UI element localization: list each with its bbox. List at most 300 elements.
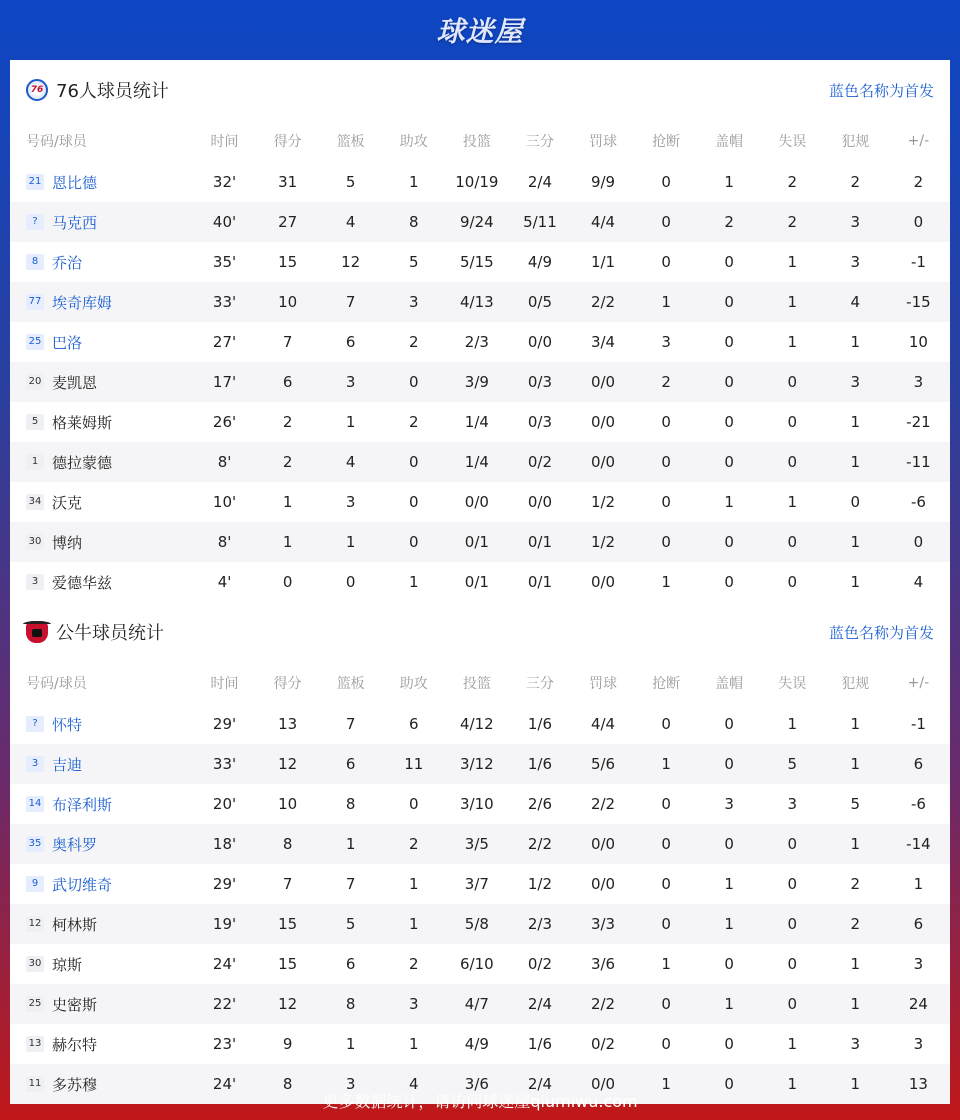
- table-row[interactable]: [10, 824, 950, 864]
- stat-minutes: 4': [217, 573, 232, 591]
- stat-fouls: 0: [850, 493, 861, 511]
- player-name[interactable]: 赫尔特: [52, 1035, 98, 1054]
- table-row[interactable]: [10, 1024, 950, 1064]
- jersey-number: 8: [26, 254, 44, 270]
- stat-fouls: 1: [824, 1064, 887, 1104]
- stat-field-goals: 0/1: [464, 573, 489, 591]
- stat-fouls: 2: [824, 904, 887, 944]
- player-name[interactable]: 格莱姆斯: [52, 413, 113, 432]
- stat-steals: 0: [635, 984, 698, 1024]
- stat-rebounds: 5: [345, 173, 356, 191]
- team-section: [10, 60, 950, 602]
- stat-plus-minus: -1: [910, 253, 926, 271]
- stat-assists: 5: [409, 253, 419, 271]
- stat-free-throws: 0/0: [571, 1064, 634, 1104]
- stat-rebounds: 8: [345, 795, 356, 813]
- stat-rebounds: 8: [319, 984, 382, 1024]
- stat-three-pointers: 0/2: [508, 442, 571, 482]
- player-cell: [10, 744, 193, 784]
- stat-fouls: 1: [850, 333, 861, 351]
- stat-turnovers: 2: [761, 202, 824, 242]
- stat-assists: 2: [409, 333, 419, 351]
- jersey-number: 30: [26, 956, 44, 972]
- stat-points: 8: [256, 824, 319, 864]
- stat-points: 7: [282, 875, 293, 893]
- player-cell: [10, 864, 193, 904]
- column-header: 篮板: [336, 134, 365, 150]
- footer-banner: [0, 1080, 960, 1120]
- player-cell: [10, 904, 193, 944]
- stat-blocks: 0: [698, 442, 761, 482]
- stat-minutes: 19': [193, 904, 256, 944]
- stat-points: 2: [256, 442, 319, 482]
- stat-plus-minus: -11: [887, 442, 950, 482]
- stat-blocks: 0: [724, 573, 734, 591]
- stat-minutes: 10': [212, 493, 237, 511]
- stat-minutes: 40': [193, 202, 256, 242]
- stat-fouls: 1: [850, 573, 861, 591]
- stat-assists: 3: [382, 282, 445, 322]
- stat-minutes: 29': [212, 875, 237, 893]
- column-header: 投篮: [462, 134, 491, 150]
- stat-free-throws: 1/2: [571, 522, 634, 562]
- sixers-logo-icon: [26, 79, 48, 101]
- player-cell: [10, 282, 193, 322]
- stat-turnovers: 1: [787, 1035, 798, 1053]
- stat-rebounds: 1: [345, 413, 356, 431]
- player-name[interactable]: 沃克: [52, 493, 83, 512]
- stat-steals: 0: [635, 522, 698, 562]
- column-header: 时间: [210, 676, 239, 692]
- column-header: 罚球: [589, 134, 617, 150]
- column-header: 罚球: [589, 676, 617, 692]
- stat-field-goals: 3/6: [445, 1064, 508, 1104]
- stat-three-pointers: 2/4: [508, 1064, 571, 1104]
- stat-steals: 0: [635, 202, 698, 242]
- player-cell: [10, 704, 193, 744]
- table-row[interactable]: [10, 322, 950, 362]
- stat-rebounds: 1: [319, 522, 382, 562]
- stat-points: 0: [282, 573, 293, 591]
- player-name[interactable]: 史密斯: [52, 995, 98, 1014]
- stat-minutes: 22': [193, 984, 256, 1024]
- stat-plus-minus: 3: [913, 955, 924, 973]
- jersey-number: 34: [26, 494, 44, 510]
- stat-rebounds: 4: [319, 442, 382, 482]
- player-name[interactable]: 德拉蒙德: [52, 453, 113, 472]
- jersey-number: 77: [26, 294, 44, 310]
- stat-free-throws: 0/0: [571, 362, 634, 402]
- stat-plus-minus: 6: [887, 904, 950, 944]
- player-name[interactable]: 乔治: [52, 253, 83, 272]
- table-row[interactable]: [10, 944, 950, 984]
- stat-plus-minus: 0: [887, 202, 950, 242]
- column-header: 篮板: [336, 676, 365, 692]
- stat-minutes: 8': [193, 522, 256, 562]
- stat-field-goals: 4/7: [445, 984, 508, 1024]
- table-row[interactable]: [10, 442, 950, 482]
- stat-fouls: 1: [824, 744, 887, 784]
- column-header: 号码/球员: [26, 134, 87, 150]
- player-cell: [10, 784, 193, 824]
- bulls-logo-icon: [26, 621, 48, 643]
- stat-turnovers: 0: [787, 955, 798, 973]
- stat-three-pointers: 0/1: [527, 573, 552, 591]
- stat-turnovers: 0: [761, 522, 824, 562]
- stat-points: 10: [256, 282, 319, 322]
- stat-free-throws: 0/0: [590, 875, 616, 893]
- stat-three-pointers: 0/0: [527, 333, 552, 351]
- jersey-number: 1: [26, 454, 44, 470]
- stat-free-throws: 2/2: [571, 984, 634, 1024]
- stat-minutes: 27': [212, 333, 237, 351]
- stat-steals: 0: [661, 875, 671, 893]
- stat-plus-minus: 10: [908, 333, 928, 351]
- table-row[interactable]: [10, 162, 950, 202]
- table-row[interactable]: [10, 202, 950, 242]
- column-header: +/-: [907, 133, 930, 149]
- player-name[interactable]: 布泽利斯: [52, 795, 113, 814]
- column-header: 助攻: [399, 676, 428, 692]
- stat-points: 8: [256, 1064, 319, 1104]
- table-row[interactable]: [10, 282, 950, 322]
- stat-field-goals: 10/19: [455, 173, 499, 191]
- stat-field-goals: 1/4: [464, 413, 489, 431]
- stat-three-pointers: 0/0: [527, 493, 552, 511]
- player-name[interactable]: 麦凯恩: [52, 373, 98, 392]
- stat-assists: 1: [382, 904, 445, 944]
- stats-panel: [10, 60, 950, 1094]
- stat-fouls: 3: [824, 202, 887, 242]
- column-header: 投篮: [462, 676, 491, 692]
- player-cell: [10, 242, 193, 282]
- column-header: 三分: [525, 134, 554, 150]
- player-name[interactable]: 怀特: [52, 715, 83, 734]
- jersey-number: 13: [26, 1036, 44, 1052]
- stat-plus-minus: 4: [913, 573, 924, 591]
- stat-assists: 1: [409, 1035, 419, 1053]
- stat-free-throws: 3/3: [571, 904, 634, 944]
- stat-points: 6: [256, 362, 319, 402]
- stat-rebounds: 4: [319, 202, 382, 242]
- jersey-number: 9: [26, 876, 44, 892]
- player-stats-table: [10, 662, 950, 1104]
- stat-turnovers: 0: [761, 824, 824, 864]
- stat-blocks: 0: [724, 955, 734, 973]
- column-header: 失误: [778, 676, 807, 692]
- player-cell: [10, 984, 193, 1024]
- stat-rebounds: 5: [319, 904, 382, 944]
- stat-assists: 2: [409, 955, 419, 973]
- stat-minutes: 33': [193, 282, 256, 322]
- stat-points: 7: [282, 333, 293, 351]
- stat-field-goals: 4/12: [460, 715, 494, 733]
- player-name[interactable]: 巴洛: [52, 333, 83, 352]
- stat-plus-minus: 1: [913, 875, 924, 893]
- stat-points: 9: [282, 1035, 293, 1053]
- player-name[interactable]: 多苏穆: [52, 1075, 98, 1094]
- stat-steals: 0: [635, 442, 698, 482]
- stat-fouls: 4: [824, 282, 887, 322]
- player-cell: [10, 162, 193, 202]
- column-header: 盖帽: [715, 676, 744, 692]
- stat-assists: 2: [382, 824, 445, 864]
- stat-fouls: 2: [850, 875, 861, 893]
- stat-blocks: 0: [724, 253, 734, 271]
- stat-turnovers: 0: [787, 573, 798, 591]
- team-section-header: [10, 602, 950, 662]
- stat-field-goals: 3/5: [445, 824, 508, 864]
- team-title-text: 公牛球员统计: [56, 623, 164, 644]
- stat-three-pointers: 1/6: [508, 744, 571, 784]
- stat-fouls: 2: [850, 173, 861, 191]
- stat-minutes: 32': [212, 173, 237, 191]
- stat-blocks: 0: [698, 824, 761, 864]
- footer-text[interactable]: 更多数据统计，请访问球迷屋qiumiwu.com: [322, 1091, 638, 1111]
- stat-three-pointers: 1/6: [527, 715, 552, 733]
- stat-field-goals: 3/7: [464, 875, 489, 893]
- stat-points: 1: [256, 522, 319, 562]
- stat-three-pointers: 2/2: [508, 824, 571, 864]
- stat-blocks: 0: [698, 522, 761, 562]
- stat-assists: 0: [382, 442, 445, 482]
- table-header-row: [10, 120, 950, 162]
- stat-blocks: 0: [698, 362, 761, 402]
- stat-blocks: 0: [724, 1035, 734, 1053]
- jersey-number: 11: [26, 1076, 44, 1092]
- stat-points: 12: [256, 984, 319, 1024]
- table-row[interactable]: [10, 704, 950, 744]
- stat-steals: 0: [635, 824, 698, 864]
- stat-turnovers: 0: [787, 413, 798, 431]
- table-row[interactable]: [10, 362, 950, 402]
- top-banner: [0, 0, 960, 60]
- player-name[interactable]: 奥科罗: [52, 835, 98, 854]
- stat-free-throws: 4/4: [571, 202, 634, 242]
- stat-three-pointers: 4/9: [527, 253, 552, 271]
- stat-steals: 1: [635, 1064, 698, 1104]
- stat-three-pointers: 2/4: [527, 173, 552, 191]
- stat-three-pointers: 2/4: [508, 984, 571, 1024]
- stat-minutes: 33': [193, 744, 256, 784]
- stat-plus-minus: -6: [910, 795, 926, 813]
- table-row[interactable]: [10, 784, 950, 824]
- player-stats-table: [10, 120, 950, 602]
- stat-steals: 0: [635, 904, 698, 944]
- player-name[interactable]: 琼斯: [52, 955, 83, 974]
- player-cell: [10, 322, 193, 362]
- stat-turnovers: 1: [787, 253, 798, 271]
- column-header: 抢断: [652, 676, 681, 692]
- stat-minutes: 20': [212, 795, 237, 813]
- player-cell: [10, 362, 193, 402]
- player-cell: [10, 824, 193, 864]
- table-row[interactable]: [10, 904, 950, 944]
- stat-three-pointers: 1/6: [527, 1035, 552, 1053]
- stat-fouls: 1: [824, 824, 887, 864]
- column-header: 抢断: [652, 134, 681, 150]
- jersey-number: 35: [26, 836, 44, 852]
- stat-blocks: 1: [724, 173, 734, 191]
- stat-field-goals: 3/10: [460, 795, 494, 813]
- stat-fouls: 1: [824, 984, 887, 1024]
- stat-field-goals: 5/15: [460, 253, 494, 271]
- stat-steals: 3: [661, 333, 671, 351]
- table-row[interactable]: [10, 242, 950, 282]
- stat-free-throws: 9/9: [590, 173, 616, 191]
- stat-rebounds: 7: [345, 715, 356, 733]
- stat-field-goals: 9/24: [445, 202, 508, 242]
- stat-plus-minus: -15: [887, 282, 950, 322]
- stat-three-pointers: 0/3: [508, 362, 571, 402]
- stat-field-goals: 2/3: [464, 333, 489, 351]
- stat-rebounds: 3: [319, 1064, 382, 1104]
- stat-plus-minus: 3: [887, 362, 950, 402]
- team-sections: [10, 60, 950, 1104]
- jersey-number: ?: [26, 716, 44, 732]
- jersey-number: 25: [26, 996, 44, 1012]
- stat-points: 31: [278, 173, 298, 191]
- table-row[interactable]: [10, 864, 950, 904]
- team-title: [26, 77, 169, 103]
- stat-field-goals: 0/0: [464, 493, 489, 511]
- stat-turnovers: 0: [761, 984, 824, 1024]
- stat-field-goals: 1/4: [445, 442, 508, 482]
- stat-steals: 1: [661, 955, 671, 973]
- stat-steals: 1: [635, 282, 698, 322]
- table-row[interactable]: [10, 984, 950, 1024]
- player-cell: [10, 522, 193, 562]
- stat-assists: 6: [409, 715, 419, 733]
- player-name[interactable]: 柯林斯: [52, 915, 98, 934]
- stat-three-pointers: 5/11: [508, 202, 571, 242]
- stat-points: 15: [278, 253, 298, 271]
- column-header: +/-: [907, 675, 930, 691]
- stat-turnovers: 0: [761, 904, 824, 944]
- stat-assists: 0: [382, 522, 445, 562]
- stat-turnovers: 1: [787, 493, 798, 511]
- stat-minutes: 18': [193, 824, 256, 864]
- jersey-number: 25: [26, 334, 44, 350]
- stat-fouls: 5: [850, 795, 861, 813]
- stat-turnovers: 1: [761, 1064, 824, 1104]
- stat-field-goals: 4/9: [464, 1035, 489, 1053]
- column-header: 犯规: [841, 676, 870, 692]
- player-name[interactable]: 马克西: [52, 213, 98, 232]
- site-logo[interactable]: 球迷屋: [436, 15, 524, 48]
- starter-legend: 蓝色名称为首发: [828, 81, 934, 100]
- stat-rebounds: 1: [319, 824, 382, 864]
- player-name[interactable]: 武切维奇: [52, 875, 113, 894]
- stat-turnovers: 1: [787, 715, 798, 733]
- column-header: 得分: [273, 676, 302, 692]
- stat-points: 27: [256, 202, 319, 242]
- stat-field-goals: 5/8: [445, 904, 508, 944]
- stat-rebounds: 3: [319, 362, 382, 402]
- stat-free-throws: 4/4: [590, 715, 616, 733]
- stat-assists: 0: [409, 795, 419, 813]
- stat-plus-minus: -21: [906, 413, 931, 431]
- jersey-number: 5: [26, 414, 44, 430]
- stat-free-throws: 0/0: [590, 573, 616, 591]
- stat-points: 15: [256, 904, 319, 944]
- stat-turnovers: 1: [787, 333, 798, 351]
- stat-fouls: 1: [850, 715, 861, 733]
- column-header: 失误: [778, 134, 807, 150]
- stat-three-pointers: 0/3: [527, 413, 552, 431]
- stat-fouls: 3: [850, 1035, 861, 1053]
- column-header: 号码/球员: [26, 676, 87, 692]
- stat-fouls: 1: [850, 955, 861, 973]
- player-name[interactable]: 博纳: [52, 533, 83, 552]
- stat-rebounds: 7: [345, 875, 356, 893]
- stat-fouls: 1: [824, 522, 887, 562]
- table-row[interactable]: [10, 522, 950, 562]
- jersey-number: 3: [26, 756, 44, 772]
- player-name[interactable]: 埃奇库姆: [52, 293, 113, 312]
- stat-assists: 2: [409, 413, 419, 431]
- stat-plus-minus: 6: [887, 744, 950, 784]
- table-row[interactable]: [10, 402, 950, 442]
- stat-assists: 0: [382, 362, 445, 402]
- player-cell: [10, 442, 193, 482]
- stat-blocks: 0: [724, 715, 734, 733]
- stat-points: 12: [256, 744, 319, 784]
- stat-steals: 0: [661, 795, 671, 813]
- stat-steals: 0: [661, 493, 671, 511]
- stat-free-throws: 0/0: [571, 442, 634, 482]
- jersey-number: 12: [26, 916, 44, 932]
- table-row[interactable]: [10, 562, 950, 602]
- stat-free-throws: 0/0: [590, 413, 616, 431]
- column-header: 三分: [525, 676, 554, 692]
- stat-assists: 3: [382, 984, 445, 1024]
- stat-rebounds: 7: [319, 282, 382, 322]
- stat-plus-minus: 0: [887, 522, 950, 562]
- stat-turnovers: 0: [761, 442, 824, 482]
- stat-turnovers: 1: [761, 282, 824, 322]
- team-section-header: [10, 60, 950, 120]
- stat-blocks: 0: [698, 282, 761, 322]
- stat-blocks: 3: [724, 795, 734, 813]
- table-row[interactable]: [10, 744, 950, 784]
- stat-turnovers: 0: [787, 875, 798, 893]
- stat-turnovers: 0: [761, 362, 824, 402]
- stat-fouls: 3: [824, 362, 887, 402]
- stat-field-goals: 3/9: [445, 362, 508, 402]
- team-title-text: 76人球员统计: [56, 81, 169, 102]
- stat-plus-minus: 3: [913, 1035, 924, 1053]
- stat-field-goals: 4/13: [445, 282, 508, 322]
- stat-assists: 0: [409, 493, 419, 511]
- player-cell: [10, 402, 193, 442]
- player-cell: [10, 482, 193, 522]
- stat-blocks: 2: [698, 202, 761, 242]
- table-row[interactable]: [10, 482, 950, 522]
- stat-three-pointers: 1/2: [527, 875, 552, 893]
- stat-three-pointers: 0/2: [527, 955, 552, 973]
- player-name[interactable]: 吉迪: [52, 755, 83, 774]
- player-name[interactable]: 恩比德: [52, 173, 98, 192]
- column-header: 时间: [210, 134, 239, 150]
- column-header: 盖帽: [715, 134, 744, 150]
- stat-minutes: 35': [212, 253, 237, 271]
- stat-field-goals: 0/1: [445, 522, 508, 562]
- stat-minutes: 29': [212, 715, 237, 733]
- stat-minutes: 26': [212, 413, 237, 431]
- stat-points: 1: [282, 493, 293, 511]
- player-name[interactable]: 爱德华兹: [52, 573, 113, 592]
